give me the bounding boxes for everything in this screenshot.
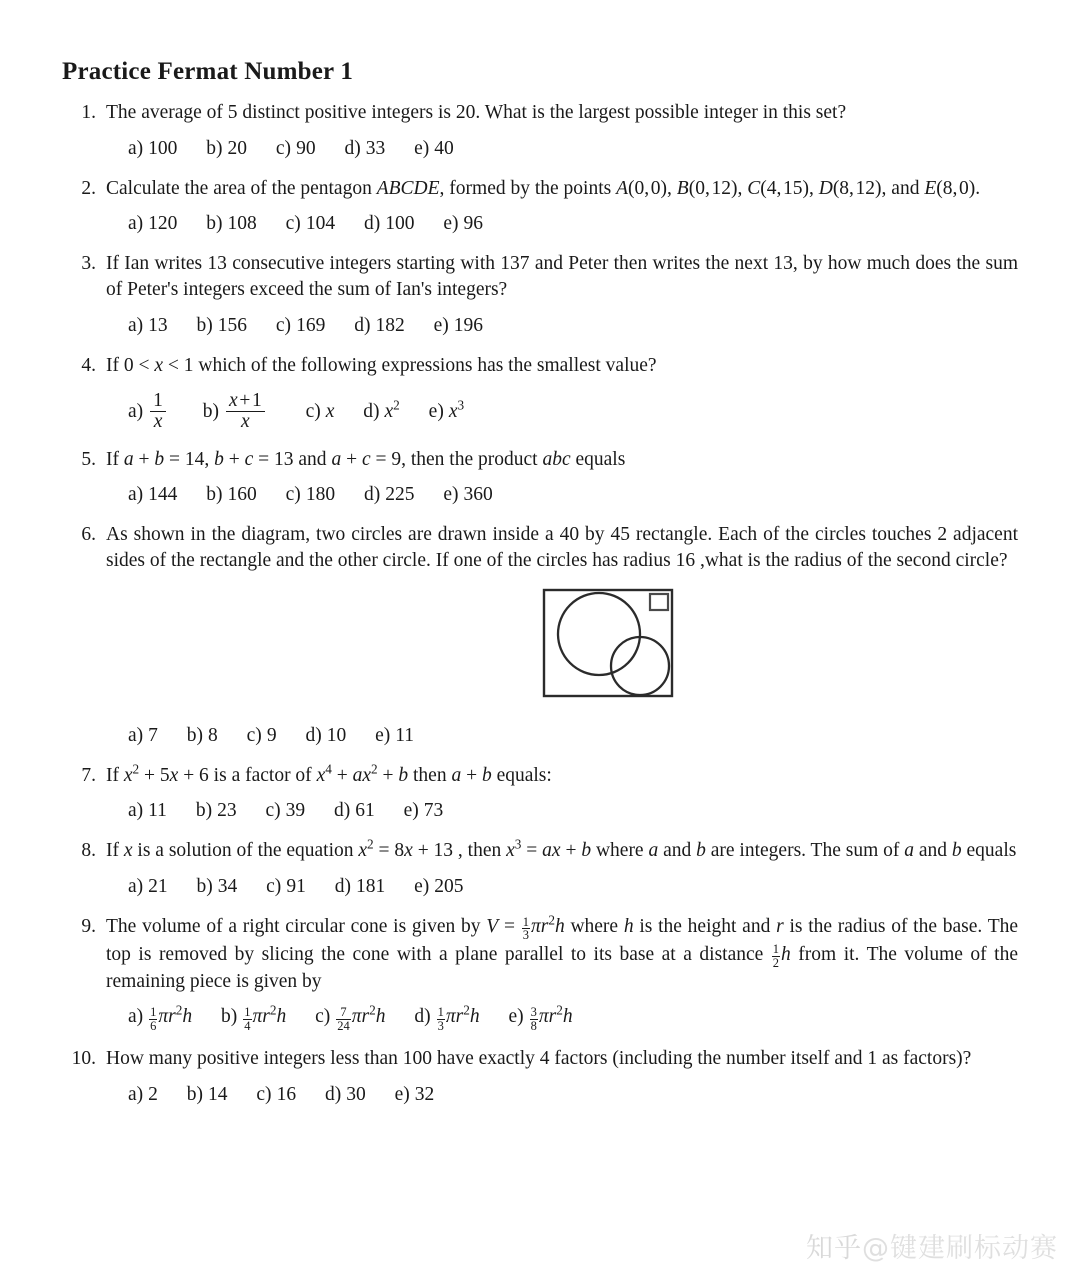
option-e[interactable]: e) 11 <box>375 724 414 746</box>
option-a[interactable]: a) 11 <box>128 800 167 822</box>
rectangle-shape <box>544 590 672 696</box>
question-body <box>106 838 1018 900</box>
option-b[interactable]: b) 8 <box>186 724 218 746</box>
option-row <box>106 722 1018 749</box>
question-body <box>106 763 1018 825</box>
question-item <box>62 838 1018 900</box>
option-e[interactable]: e) 196 <box>433 314 483 336</box>
option-c[interactable]: c) x <box>305 400 335 422</box>
question-text: Calculate the area of the pentagon ABCDE, formed by the points A(0, 0), B(0, 12), C(4, 15), D(8, 12), and E(8, 0). <box>106 177 981 199</box>
option-row <box>106 1081 1018 1108</box>
question-item <box>62 914 1018 1033</box>
question-text: How many positive integers less than 100 have exactly 4 factors (including the number itself and 1 as factors)? <box>106 1048 972 1070</box>
right-angle-mark-icon <box>650 594 668 610</box>
option-c[interactable]: c) 90 <box>275 137 316 159</box>
question-body <box>106 353 1018 433</box>
option-e[interactable]: e) 205 <box>414 875 464 897</box>
option-a[interactable]: a) $\frac{1}{x}$ <box>128 391 168 433</box>
question-item <box>62 763 1018 825</box>
page-title: Practice Fermat Number 1 <box>62 58 354 85</box>
question-item <box>62 100 1018 162</box>
question-number: 2. <box>81 177 96 199</box>
question-body <box>106 100 1018 162</box>
option-c[interactable]: c) $\frac{7}{24}$ $\pi r^2h$ <box>315 1002 386 1033</box>
question-body <box>106 914 1018 1033</box>
watermark-handle: @键建刷标动赛 <box>862 1233 1058 1264</box>
option-d[interactable]: d) 61 <box>333 800 375 822</box>
question-item <box>62 447 1018 509</box>
option-e[interactable]: e) 40 <box>414 137 454 159</box>
option-e[interactable]: e) 360 <box>443 484 493 506</box>
option-row <box>106 135 1018 162</box>
option-c[interactable]: c) 91 <box>266 875 306 897</box>
option-row <box>106 482 1018 509</box>
option-b[interactable]: b) 20 <box>206 137 248 159</box>
option-a[interactable]: a) 120 <box>128 213 178 235</box>
option-a[interactable]: a) 13 <box>128 314 168 336</box>
option-d[interactable]: d) 182 <box>354 314 405 336</box>
question-number: 7. <box>81 764 96 786</box>
question-number: 4. <box>81 354 96 376</box>
question-number: 3. <box>81 253 96 275</box>
option-b[interactable]: b) 34 <box>196 875 238 897</box>
watermark-brand: 知乎 <box>806 1233 862 1264</box>
option-a[interactable]: a) 100 <box>128 137 178 159</box>
option-d[interactable]: d) 181 <box>334 875 386 897</box>
question-body <box>106 1046 1018 1108</box>
question-text: The volume of a right circular cone is given by V = $\frac{1}{3}$ $\pi r^2h$ where h is the height and r is the radius of the base. The top is removed by slicing the cone with a plane parallel to its base at a distance $\frac{1}{2}$ h from it. The volume of the remaining piece is given by <box>106 912 1019 993</box>
question-body <box>106 522 1018 749</box>
option-c[interactable]: c) 180 <box>285 484 336 506</box>
option-row <box>106 391 1018 433</box>
option-a[interactable]: a) $\frac{1}{6}$ $\pi r^2h$ <box>128 1002 193 1033</box>
option-e[interactable]: e) 32 <box>394 1083 435 1105</box>
option-b[interactable]: b) $\frac{x + 1}{x}$ <box>203 391 267 433</box>
option-row <box>106 1004 1018 1032</box>
question-list <box>62 100 1018 1122</box>
question-item <box>62 1046 1018 1108</box>
option-row <box>106 312 1018 339</box>
option-c[interactable]: c) 16 <box>256 1083 297 1105</box>
option-d[interactable]: d) 30 <box>324 1083 366 1105</box>
option-d[interactable]: d) $\frac{1}{3}$ $\pi r^2h$ <box>414 1002 480 1033</box>
question-number: 1. <box>81 102 96 123</box>
question-number: 6. <box>81 524 96 546</box>
question-text: If Ian writes 13 consecutive integers starting with 137 and Peter then writes the next 13, by how much does the sum of Peter's integers exceed the sum of Ian's integers? <box>106 253 1018 301</box>
option-b[interactable]: b) 160 <box>206 484 257 506</box>
option-a[interactable]: a) 2 <box>128 1083 158 1105</box>
option-c[interactable]: c) 169 <box>275 314 326 336</box>
question-item <box>62 522 1018 749</box>
option-a[interactable]: a) 144 <box>128 484 178 506</box>
option-d[interactable]: d) 225 <box>363 484 415 506</box>
question-number: 8. <box>81 840 96 862</box>
option-d[interactable]: d) $x^2$ <box>363 397 400 422</box>
question-text: If 0 < x < 1 which of the following expressions has the smallest value? <box>106 354 657 376</box>
option-b[interactable]: b) $\frac{1}{4}$ $\pi r^2h$ <box>221 1002 287 1033</box>
large-circle-shape <box>558 593 640 675</box>
option-row <box>106 798 1018 825</box>
option-row <box>106 873 1018 900</box>
question-number: 5. <box>81 448 96 470</box>
question-text: If x is a solution of the equation $x^2 = 8x + 13$ , then $x^3$ = ax + b where a and b are integers. The sum of a and b equals <box>106 836 1017 862</box>
circles-diagram-container <box>106 588 1018 716</box>
option-c[interactable]: c) 104 <box>285 213 336 235</box>
question-text: If $x^2 + 5x + 6$ is a factor of $x^4 + ax^2 + b$ then a + b equals: <box>106 761 552 786</box>
option-d[interactable]: d) 10 <box>305 724 347 746</box>
question-text: The average of 5 distinct positive integers is 20. What is the largest possible integer in this set? <box>106 102 847 123</box>
option-b[interactable]: b) 14 <box>186 1083 228 1105</box>
question-body <box>106 447 1018 509</box>
zhihu-watermark <box>806 1226 1058 1265</box>
option-d[interactable]: d) 33 <box>344 137 386 159</box>
option-e[interactable]: e) 96 <box>443 213 483 235</box>
option-a[interactable]: a) 21 <box>128 875 168 897</box>
option-b[interactable]: b) 156 <box>196 314 248 336</box>
question-item <box>62 251 1018 339</box>
option-c[interactable]: c) 9 <box>246 724 277 746</box>
option-e[interactable]: e) 73 <box>403 800 444 822</box>
question-item <box>62 353 1018 433</box>
option-e[interactable]: e) $\frac{3}{8}$ $\pi r^2h$ <box>508 1002 573 1033</box>
two-circles-in-rectangle-diagram <box>542 588 674 705</box>
option-b[interactable]: b) 23 <box>195 800 237 822</box>
option-d[interactable]: d) 100 <box>363 213 415 235</box>
question-body <box>106 251 1018 339</box>
diagram-svg <box>542 588 674 700</box>
option-row <box>106 211 1018 238</box>
option-e[interactable]: e) $x^3$ <box>428 397 465 422</box>
option-b[interactable]: b) 108 <box>206 213 257 235</box>
question-body <box>106 176 1018 238</box>
option-c[interactable]: c) 39 <box>265 800 306 822</box>
question-text: As shown in the diagram, two circles are drawn inside a 40 by 45 rectangle. Each of the circles touches 2 adjacent sides of the rectangle and the other circle. If one of the circles has radius 16 ,what is the radius of the second circle? <box>106 524 1018 572</box>
option-a[interactable]: a) 7 <box>128 724 158 746</box>
question-number: 9. <box>81 915 96 937</box>
question-item <box>62 176 1018 238</box>
question-number: 10. <box>71 1048 96 1070</box>
small-circle-shape <box>611 637 669 695</box>
question-text: If a + b = 14, b + c = 13 and a + c = 9, then the product abc equals <box>106 448 626 470</box>
